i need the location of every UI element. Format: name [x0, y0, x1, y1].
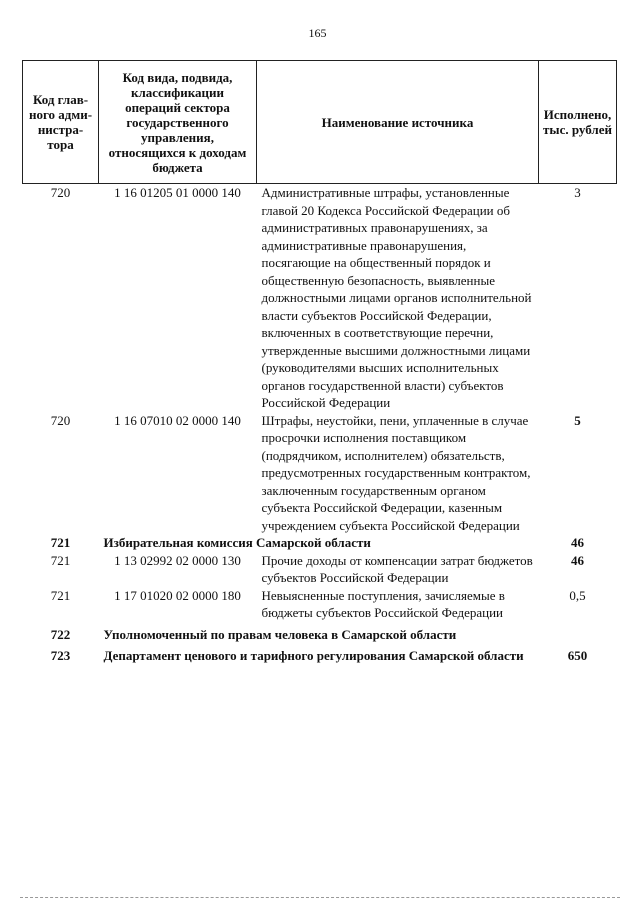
- revenue-table: [22, 60, 617, 665]
- admin-code: 720: [50, 185, 71, 200]
- table-row: [23, 412, 617, 535]
- page-number: 165: [308, 26, 327, 40]
- bottom-divider: [20, 897, 620, 898]
- admin-code: 720: [50, 412, 71, 428]
- group-row: [23, 622, 617, 644]
- header-admin-code: Код глав- ного адми- нистра- тора: [23, 61, 99, 184]
- executed-value: 0,5: [569, 587, 586, 603]
- admin-code: 721: [50, 587, 71, 603]
- admin-code: 721: [50, 535, 71, 550]
- admin-code: 722: [50, 626, 71, 642]
- table-row: [23, 184, 617, 412]
- admin-code: 723: [50, 648, 71, 663]
- admin-code: 721: [50, 552, 71, 568]
- source-name: Прочие доходы от компенсации затрат бюджетов субъектов Российской Федерации: [261, 552, 533, 585]
- kbk-code: 1 17 01020 02 0000 180: [114, 587, 241, 603]
- kbk-code: 1 13 02992 02 0000 130: [114, 552, 241, 568]
- executed-value: 3: [574, 185, 581, 200]
- table-row: [23, 587, 617, 622]
- header-executed: Исполнено, тыс. рублей: [539, 61, 617, 184]
- executed-value: 46: [571, 535, 584, 550]
- executed-value: 650: [567, 648, 588, 663]
- kbk-code: 1 16 01205 01 0000 140: [114, 185, 241, 200]
- table-header-row: [23, 61, 617, 184]
- kbk-code: 1 16 07010 02 0000 140: [114, 412, 241, 428]
- source-name: Невыясненные поступления, зачисляемые в бюджеты субъектов Российской Федерации: [261, 587, 505, 620]
- source-name: Административные штрафы, установленные главой 20 Кодекса Российской Федерации об административных правонарушениях, за административные правонарушения, посягающие на общественный порядок и общественную безопасность, выявленные должностными лицами органов исполнительной власти субъектов Российской Федерации, включенных в соответствующие перечни, утвержденные высшими должностными лицами (руководителями высших исполнительных органов государственной власти) субъектов Российской Федерации: [261, 185, 532, 410]
- source-name: Штрафы, неустойки, пени, уплаченные в случае просрочки исполнения поставщиком (подрядчиком, исполнителем) обязательств, предусмотренных государственным контрактом, заключенным государственным органом субъекта Российской Федерации, казенным учреждением субъекта Российской Федерации: [261, 412, 531, 533]
- header-source-name: Наименование источника: [257, 61, 539, 184]
- executed-value: 46: [571, 552, 584, 568]
- group-title: Департамент ценового и тарифного регулирования Самарской области: [103, 648, 524, 663]
- group-title: Уполномоченный по правам человека в Самарской области: [103, 626, 457, 642]
- group-row: [23, 534, 617, 552]
- group-title: Избирательная комиссия Самарской области: [103, 535, 371, 550]
- header-kbk-code: Код вида, подвида, классификации операций сектора государственного управления, относящихся к доходам бюджета: [99, 61, 257, 184]
- table-row: [23, 552, 617, 587]
- group-row: [23, 643, 617, 665]
- executed-value: 5: [574, 412, 581, 428]
